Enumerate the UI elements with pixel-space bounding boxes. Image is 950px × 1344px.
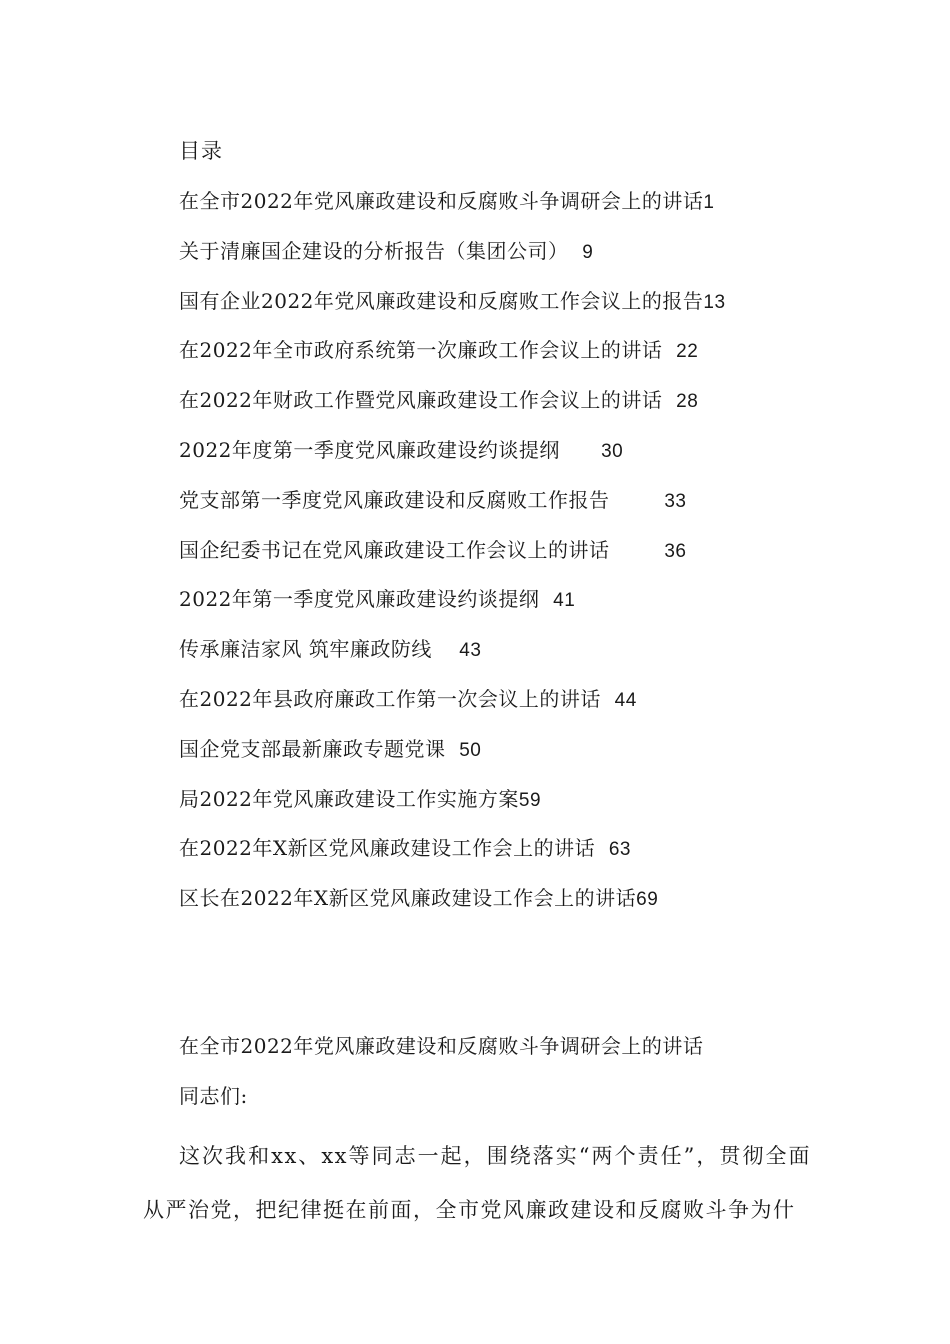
toc-entry-page-number: 1 xyxy=(703,192,715,213)
salutation: 同志们: xyxy=(179,1084,248,1108)
toc-entry[interactable] xyxy=(179,883,879,933)
toc-entry-gap xyxy=(569,239,583,263)
toc-entry-gap xyxy=(662,338,676,362)
toc-entry-title: 2022年第一季度党风廉政建设约谈提纲 xyxy=(179,587,540,612)
toc-entry-title: 在2022年X新区党风廉政建设工作会上的讲话 xyxy=(179,836,596,861)
toc-entry-title: 国企党支部最新廉政专题党课 xyxy=(179,736,446,761)
toc-entry-page-number: 33 xyxy=(664,490,687,512)
toc-entry-title: 区长在2022年X新区党风廉政建设工作会上的讲话 xyxy=(179,886,637,911)
toc-entry-page-number: 28 xyxy=(676,391,699,413)
toc-entry[interactable] xyxy=(179,584,879,634)
toc-entry-gap xyxy=(432,637,459,661)
toc-entry-title: 在2022年全市政府系统第一次廉政工作会议上的讲话 xyxy=(179,338,663,363)
toc-entry-page-number: 59 xyxy=(518,789,542,811)
toc-entry-gap xyxy=(662,388,676,412)
toc-entry-gap xyxy=(610,488,665,512)
toc-entry-gap xyxy=(560,438,601,462)
toc-title: 目录 xyxy=(179,139,223,163)
toc-entry[interactable] xyxy=(179,535,879,585)
toc-entry-page-number: 30 xyxy=(601,440,624,462)
toc-entry-page-number: 44 xyxy=(614,689,637,711)
toc-entry[interactable] xyxy=(179,385,879,435)
toc-entry-title: 党支部第一季度党风廉政建设和反腐败工作报告 xyxy=(179,487,610,512)
toc-entry-page-number: 41 xyxy=(553,590,576,612)
body-paragraph: 这次我和xx、xx等同志一起，围绕落实“两个责任”，贯彻全面从严治党，把纪律挺在前面，全市党风廉政建设和反腐败斗争为什 xyxy=(143,1144,811,1222)
toc-entry-title: 传承廉洁家风 筑牢廉政防线 xyxy=(179,637,432,662)
toc-entry-page-number: 9 xyxy=(582,241,594,263)
toc-entry-gap xyxy=(539,587,553,611)
toc-entry[interactable] xyxy=(179,186,879,236)
toc-entry-title: 在2022年县政府廉政工作第一次会议上的讲话 xyxy=(179,686,601,711)
toc-entry-page-number: 63 xyxy=(608,839,631,861)
toc-entry-page-number: 69 xyxy=(636,889,659,911)
toc-entry-title: 2022年度第一季度党风廉政建设约谈提纲 xyxy=(179,437,560,462)
toc-entry-gap xyxy=(595,836,609,860)
toc-entry-gap xyxy=(446,737,460,761)
toc-entry[interactable] xyxy=(179,784,879,834)
toc-entry[interactable] xyxy=(179,435,879,485)
toc-entry[interactable] xyxy=(179,634,879,684)
toc-entry-title: 局2022年党风廉政建设工作实施方案 xyxy=(179,786,519,811)
toc-entry[interactable] xyxy=(179,833,879,883)
toc-entry-title: 关于清廉国企建设的分析报告（集团公司） xyxy=(179,238,569,263)
toc-entry[interactable] xyxy=(179,286,879,336)
toc-entry[interactable] xyxy=(179,236,879,286)
toc-entry-page-number: 43 xyxy=(459,640,482,662)
toc-entry-gap xyxy=(610,538,665,562)
toc-entry-title: 国有企业2022年党风廉政建设和反腐败工作会议上的报告 xyxy=(179,288,704,313)
toc-entry-page-number: 13 xyxy=(703,291,726,313)
toc-list xyxy=(179,186,879,933)
toc-entry-title: 在2022年财政工作暨党风廉政建设工作会议上的讲话 xyxy=(179,388,663,413)
toc-entry-page-number: 50 xyxy=(459,739,482,761)
toc-entry[interactable] xyxy=(179,485,879,535)
toc-entry-page-number: 22 xyxy=(676,341,699,363)
toc-entry[interactable] xyxy=(179,335,879,385)
toc-entry-gap xyxy=(601,687,615,711)
article-title: 在全市2022年党风廉政建设和反腐败斗争调研会上的讲话 xyxy=(179,1034,704,1058)
toc-entry-title: 国企纪委书记在党风廉政建设工作会议上的讲话 xyxy=(179,537,610,562)
toc-entry[interactable] xyxy=(179,734,879,784)
toc-entry[interactable] xyxy=(179,684,879,734)
toc-entry-page-number: 36 xyxy=(664,540,687,562)
toc-entry-title: 在全市2022年党风廉政建设和反腐败斗争调研会上的讲话 xyxy=(179,189,704,213)
